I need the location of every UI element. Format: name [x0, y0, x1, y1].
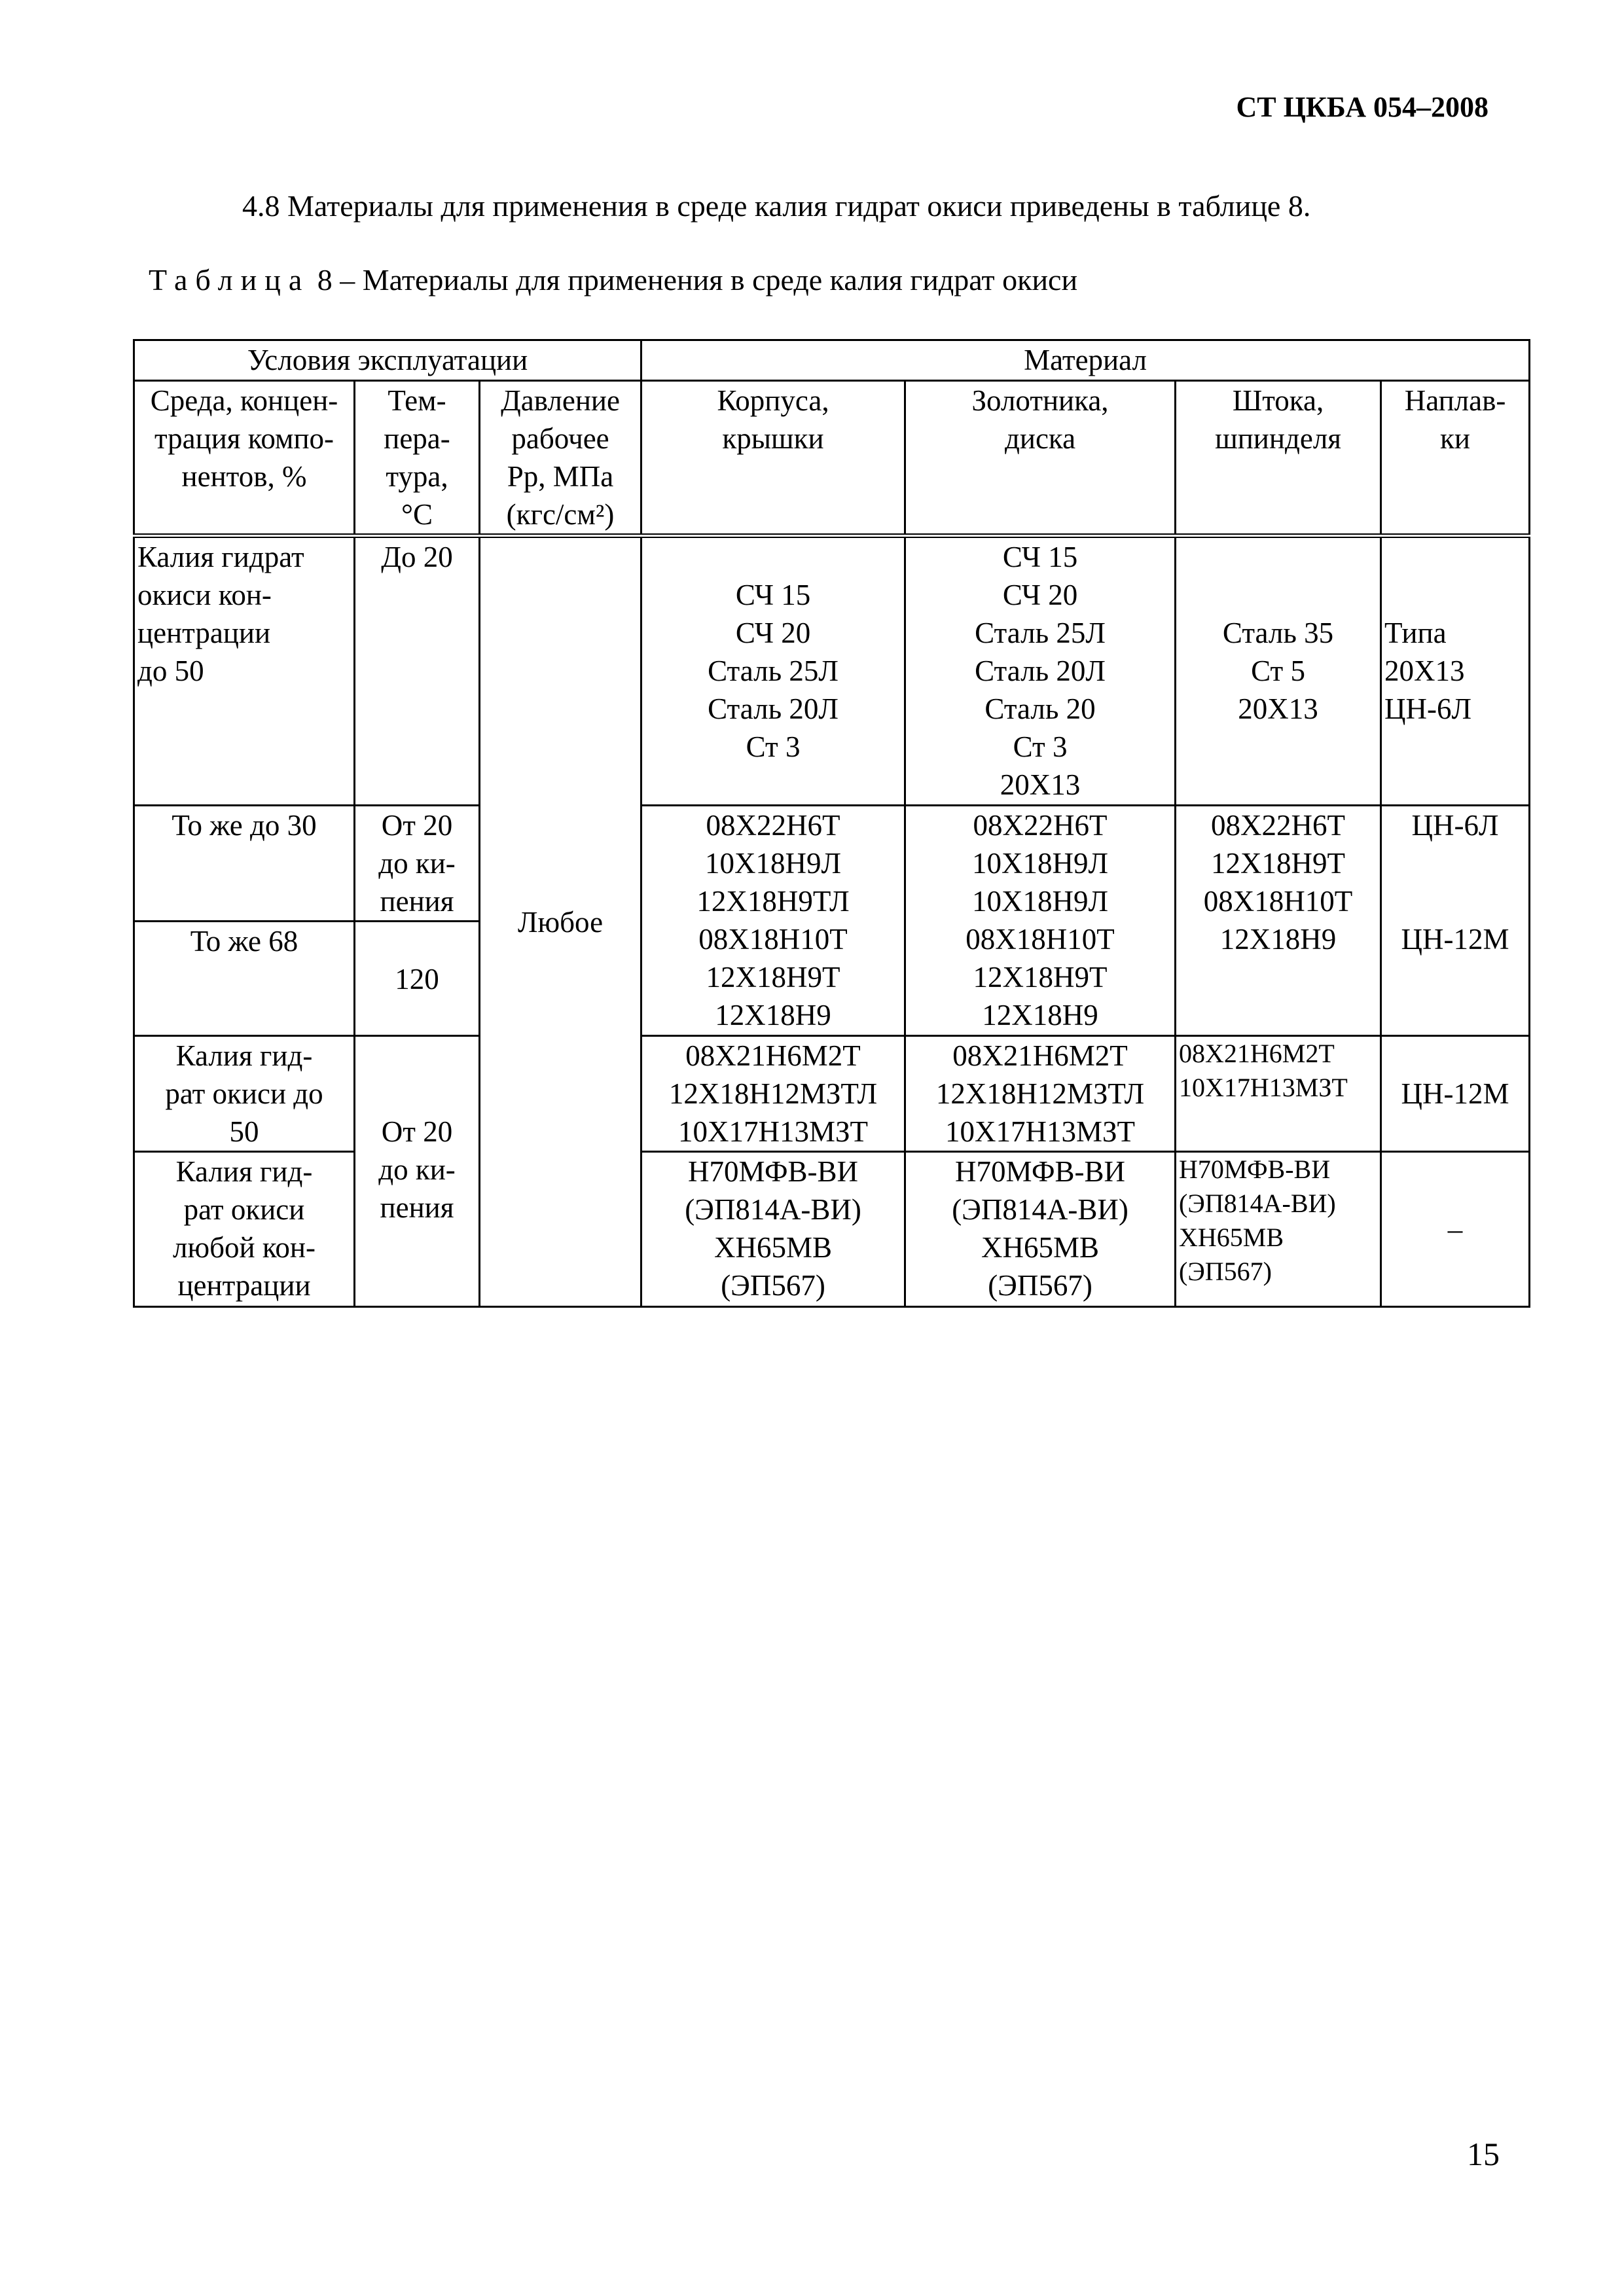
document-code: СТ ЦКБА 054–2008 — [1236, 91, 1489, 123]
row2b-temperature: 120 — [355, 922, 480, 1036]
row2a-medium: То же до 30 — [134, 806, 355, 922]
pressure-any: Любое — [480, 536, 641, 1307]
row34-temperature: От 20 до ки- пения — [355, 1036, 480, 1307]
row3-hardfacing: ЦН-12М — [1381, 1036, 1530, 1152]
row2-stem: 08Х22Н6Т 12Х18Н9Т 08Х18Н10Т 12Х18Н9 — [1176, 806, 1381, 1036]
row2-hardfacing: ЦН-6Л ЦН-12М — [1381, 806, 1530, 1036]
row3-stem: 08Х21Н6М2Т 10Х17Н13МЗТ — [1176, 1036, 1381, 1152]
col-header-hardfacing: Наплав- ки — [1381, 381, 1530, 536]
row1-stem: Сталь 35 Ст 5 20Х13 — [1176, 536, 1381, 806]
row2-body: 08Х22Н6Т 10Х18Н9Л 12Х18Н9ТЛ 08Х18Н10Т 12Х18Н9Т 12Х18Н9 — [641, 806, 905, 1036]
col-header-body: Корпуса, крышки — [641, 381, 905, 536]
intro-paragraph: 4.8 Материалы для применения в среде калия гидрат окиси приведены в таблице 8. — [242, 189, 1311, 223]
caption-text: 8 – Материалы для применения в среде калия гидрат окиси — [310, 263, 1078, 296]
row4-medium: Калия гид- рат окиси любой кон- центрации — [134, 1152, 355, 1307]
caption-label: Таблица — [149, 263, 310, 296]
row4-stem: Н70МФВ-ВИ (ЭП814А-ВИ) ХН65МВ (ЭП567) — [1176, 1152, 1381, 1307]
col-header-temperature: Тем- пера- тура, °С — [355, 381, 480, 536]
row1-disc: СЧ 15 СЧ 20 Сталь 25Л Сталь 20Л Сталь 20 Ст 3 20Х13 — [905, 536, 1176, 806]
row2-disc: 08Х22Н6Т 10Х18Н9Л 10Х18Н9Л 08Х18Н10Т 12Х18Н9Т 12Х18Н9 — [905, 806, 1176, 1036]
row2b-medium: То же 68 — [134, 922, 355, 1036]
row1-hardfacing: Типа 20Х13 ЦН-6Л — [1381, 536, 1530, 806]
table-caption — [149, 262, 1077, 297]
row3-body: 08Х21Н6М2Т 12Х18Н12МЗТЛ 10Х17Н13МЗТ — [641, 1036, 905, 1152]
group-header-conditions: Условия эксплуатации — [134, 340, 641, 381]
row4-disc: Н70МФВ-ВИ (ЭП814А-ВИ) ХН65МВ (ЭП567) — [905, 1152, 1176, 1307]
row1-medium: Калия гидрат окиси кон- центрации до 50 — [134, 536, 355, 806]
row4-body: Н70МФВ-ВИ (ЭП814А-ВИ) ХН65МВ (ЭП567) — [641, 1152, 905, 1307]
col-header-stem: Штока, шпинделя — [1176, 381, 1381, 536]
row3-disc: 08Х21Н6М2Т 12Х18Н12МЗТЛ 10Х17Н13МЗТ — [905, 1036, 1176, 1152]
row4-hardfacing: – — [1381, 1152, 1530, 1307]
col-header-medium: Среда, концен- трация компо- нентов, % — [134, 381, 355, 536]
row1-body: СЧ 15 СЧ 20 Сталь 25Л Сталь 20Л Ст 3 — [641, 536, 905, 806]
row2a-temperature: От 20 до ки- пения — [355, 806, 480, 922]
group-header-material: Материал — [641, 340, 1530, 381]
col-header-disc: Золотника, диска — [905, 381, 1176, 536]
row3-medium: Калия гид- рат окиси до 50 — [134, 1036, 355, 1152]
row1-temperature: До 20 — [355, 536, 480, 806]
page-number: 15 — [1467, 2136, 1500, 2172]
col-header-pressure: Давление рабочее Рр, МПа (кгс/см²) — [480, 381, 641, 536]
materials-table — [133, 339, 1530, 1308]
